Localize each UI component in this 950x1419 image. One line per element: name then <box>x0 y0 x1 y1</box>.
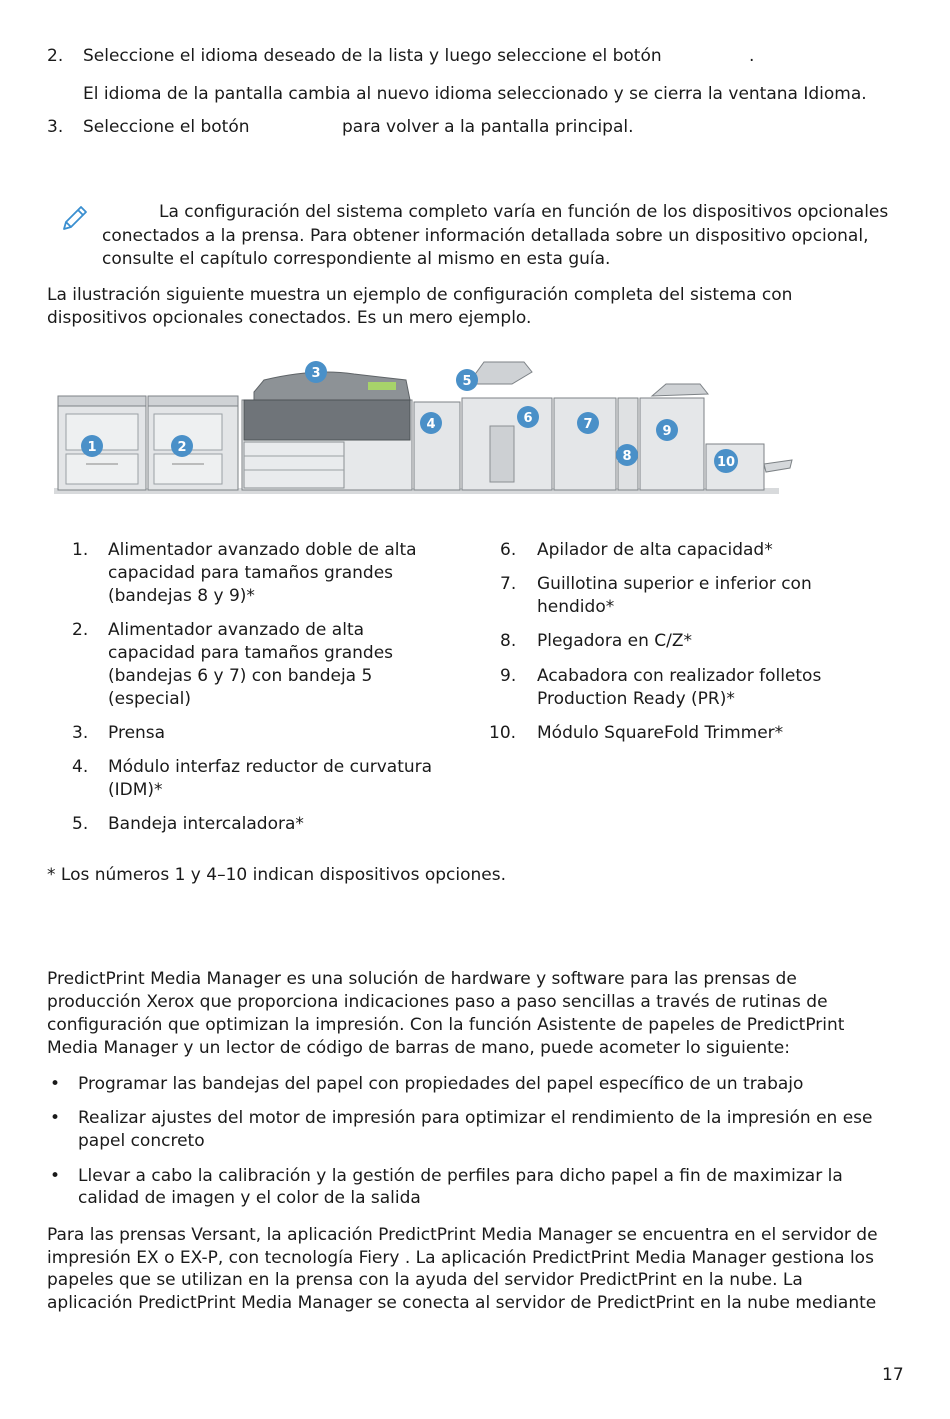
badge-9 <box>656 419 678 441</box>
svg-text:7: 7 <box>583 417 593 432</box>
paragraph-line: configuración que optimizan la impresión. Con la función Asistente de papeles de PredictPrint <box>47 1015 845 1035</box>
bullet-icon: • <box>50 1074 61 1094</box>
step-text-suffix: . <box>749 46 755 66</box>
legend-text: capacidad para tamaños grandes <box>108 563 394 583</box>
svg-text:6: 6 <box>523 411 533 426</box>
legend-number: 6. <box>500 540 517 560</box>
step-number: 3. <box>47 117 64 137</box>
svg-text:9: 9 <box>662 424 672 439</box>
trimmer-unit <box>554 398 616 490</box>
step-text-after: para volver a la pantalla principal. <box>342 117 634 137</box>
paragraph-line: impresión EX o EX-P, con tecnología Fiery . La aplicación PredictPrint Media Manager gestiona los <box>47 1248 874 1268</box>
svg-text:2: 2 <box>177 440 187 455</box>
legend-text: Alimentador avanzado de alta <box>108 620 365 640</box>
bullet-text: papel concreto <box>78 1131 205 1151</box>
legend-text: Production Ready (PR)* <box>537 689 735 709</box>
system-configuration-illustration <box>54 340 799 505</box>
svg-text:10: 10 <box>716 455 736 470</box>
folder-unit <box>618 398 638 490</box>
legend-text: (especial) <box>108 689 192 709</box>
intro-line: dispositivos opcionales conectados. Es un mero ejemplo. <box>47 308 532 328</box>
legend-text: Alimentador avanzado doble de alta <box>108 540 417 560</box>
legend-number: 1. <box>72 540 89 560</box>
step-number: 2. <box>47 46 64 66</box>
bullet-icon: • <box>50 1108 61 1128</box>
legend-text: Acabadora con realizador folletos <box>537 666 822 686</box>
legend-number: 8. <box>500 631 517 651</box>
legend-text: Plegadora en C/Z* <box>537 631 693 651</box>
note-line: consulte el capítulo correspondiente al mismo en esta guía. <box>102 249 611 269</box>
bullet-text: Programar las bandejas del papel con propiedades del papel específico de un trabajo <box>78 1074 804 1094</box>
svg-text:3: 3 <box>311 366 321 381</box>
press-unit <box>242 372 412 490</box>
paragraph-line: Para las prensas Versant, la aplicación PredictPrint Media Manager se encuentra en el servidor de <box>47 1225 878 1245</box>
legend-text: Bandeja intercaladora* <box>108 814 304 834</box>
footnote: * Los números 1 y 4–10 indican dispositivos opciones. <box>47 865 506 885</box>
badge-6 <box>517 406 539 428</box>
pencil-note-icon <box>60 203 90 233</box>
feeder-2-unit <box>148 396 238 490</box>
svg-text:8: 8 <box>622 449 632 464</box>
legend-text: (bandejas 6 y 7) con bandeja 5 <box>108 666 373 686</box>
bullet-text: Realizar ajustes del motor de impresión para optimizar el rendimiento de la impresión en ese <box>78 1108 873 1128</box>
legend-text: capacidad para tamaños grandes <box>108 643 394 663</box>
legend-text: hendido* <box>537 597 615 617</box>
legend-number: 4. <box>72 757 89 777</box>
note-line: La configuración del sistema completo varía en función de los dispositivos opcionales <box>159 202 889 222</box>
page-number: 17 <box>882 1365 904 1385</box>
legend-text: Módulo SquareFold Trimmer* <box>537 723 784 743</box>
badge-5 <box>456 369 478 391</box>
badge-1 <box>81 435 103 457</box>
bullet-text: calidad de imagen y el color de la salida <box>78 1188 421 1208</box>
badge-10 <box>714 449 738 473</box>
step-result: El idioma de la pantalla cambia al nuevo idioma seleccionado y se cierra la ventana Idioma. <box>83 84 867 104</box>
legend-number: 2. <box>72 620 89 640</box>
badge-2 <box>171 435 193 457</box>
legend-text: (IDM)* <box>108 780 163 800</box>
paragraph-line: PredictPrint Media Manager es una solución de hardware y software para las prensas de <box>47 969 797 989</box>
bullet-icon: • <box>50 1166 61 1186</box>
legend-number: 9. <box>500 666 517 686</box>
svg-text:5: 5 <box>462 374 472 389</box>
intro-line: La ilustración siguiente muestra un ejemplo de configuración completa del sistema con <box>47 285 793 305</box>
paragraph-line: Media Manager y un lector de código de barras de mano, puede acometer lo siguiente: <box>47 1038 790 1058</box>
bullet-text: Llevar a cabo la calibración y la gestión de perfiles para dicho papel a fin de maximizar la <box>78 1166 843 1186</box>
svg-text:1: 1 <box>87 440 97 455</box>
legend-text: Apilador de alta capacidad* <box>537 540 773 560</box>
legend-text: (bandejas 8 y 9)* <box>108 586 255 606</box>
legend-number: 7. <box>500 574 517 594</box>
badge-4 <box>420 412 442 434</box>
badge-7 <box>577 412 599 434</box>
legend-text: Guillotina superior e inferior con <box>537 574 812 594</box>
badge-3 <box>305 361 327 383</box>
badge-8 <box>616 444 638 466</box>
note-line: conectados a la prensa. Para obtener información detallada sobre un dispositivo opcional, <box>102 226 869 246</box>
step-text: Seleccione el idioma deseado de la lista y luego seleccione el botón <box>83 46 662 66</box>
step-text: Seleccione el botón <box>83 117 250 137</box>
legend-text: Módulo interfaz reductor de curvatura <box>108 757 433 777</box>
legend-number: 5. <box>72 814 89 834</box>
paragraph-line: aplicación PredictPrint Media Manager se conecta al servidor de PredictPrint en la nube mediante <box>47 1293 877 1313</box>
paragraph-line: producción Xerox que proporciona indicaciones paso a paso sencillas a través de rutinas de <box>47 992 828 1012</box>
legend-number: 3. <box>72 723 89 743</box>
paragraph-line: papeles que se utilizan en la prensa con la ayuda del servidor PredictPrint en la nube. La <box>47 1270 803 1290</box>
legend-text: Prensa <box>108 723 166 743</box>
legend-number: 10. <box>489 723 517 743</box>
svg-text:4: 4 <box>426 417 436 432</box>
